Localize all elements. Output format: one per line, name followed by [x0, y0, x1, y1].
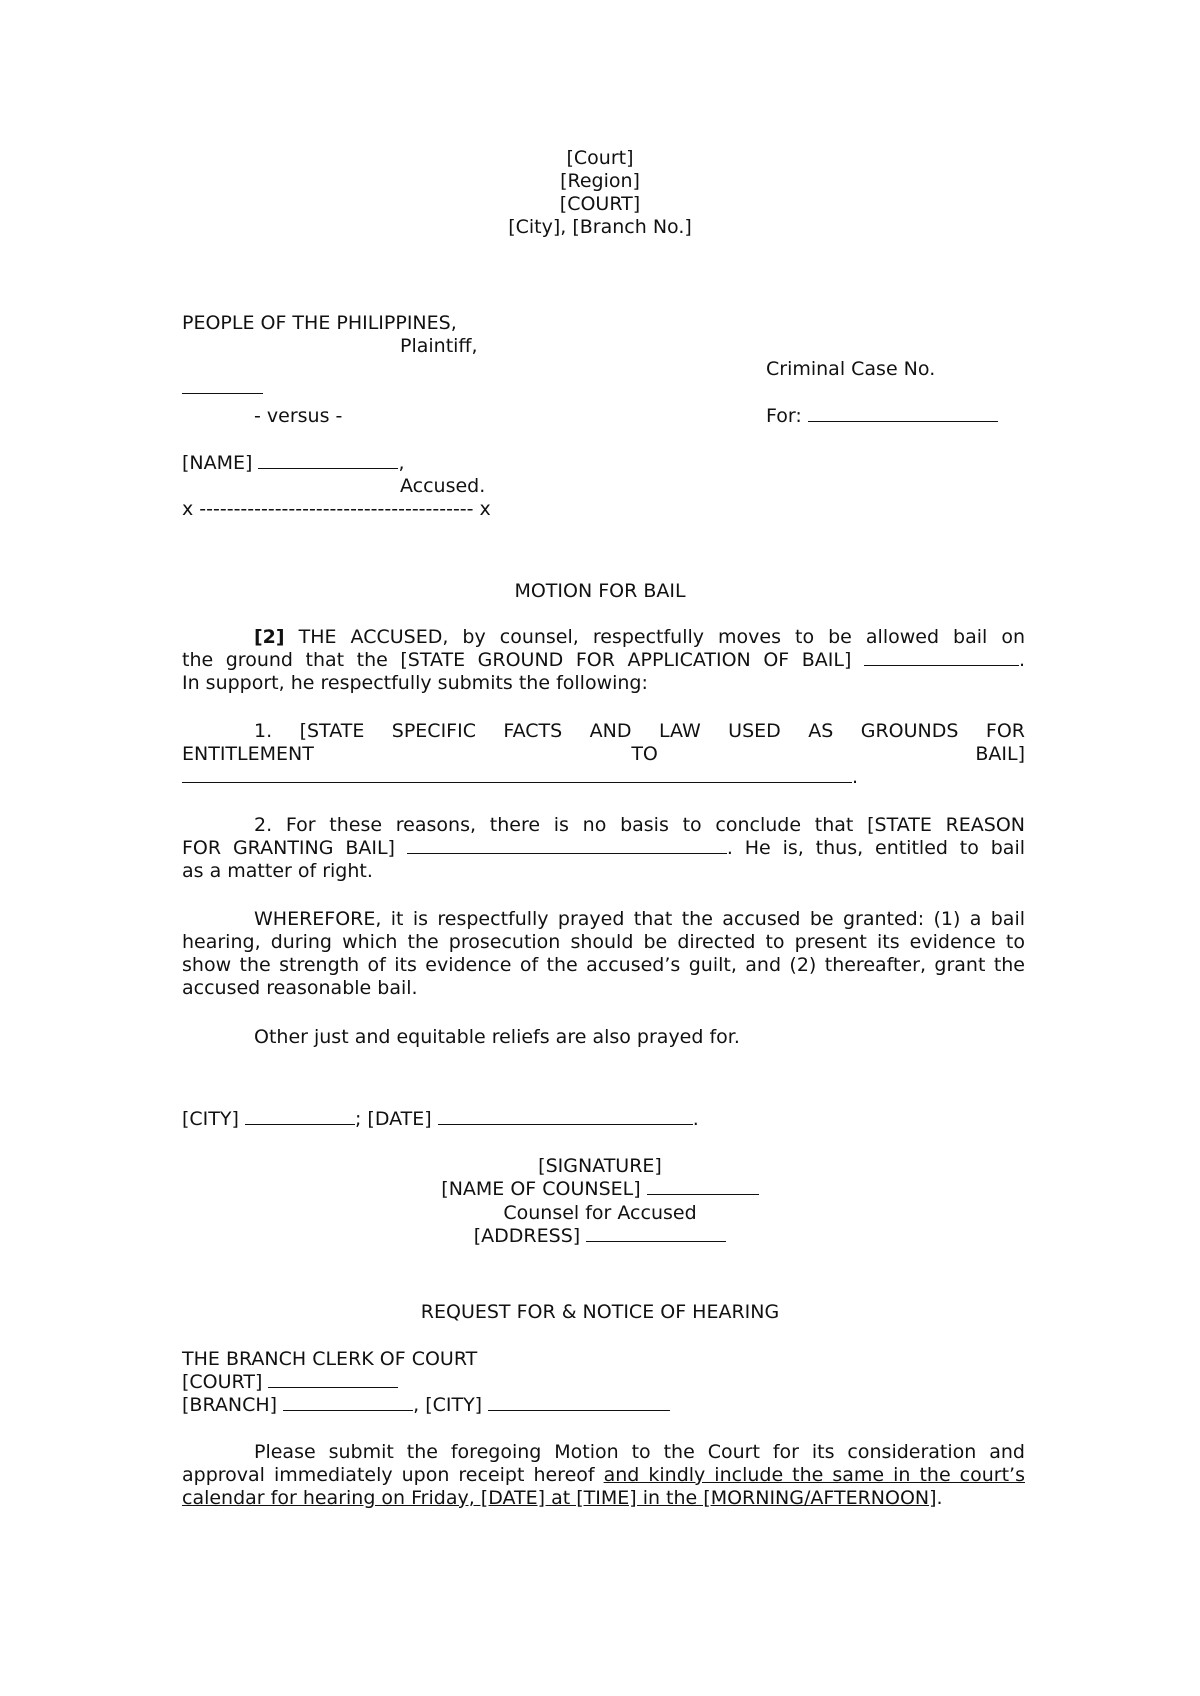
header-city-branch: [City], [Branch No.]: [508, 216, 692, 238]
notice-court-label: [COURT]: [182, 1371, 263, 1393]
versus-label: - versus -: [254, 405, 343, 427]
caption-separator: x ---------------------------------------- x: [182, 498, 491, 520]
for-blank: [808, 420, 998, 422]
notice-body-plain: Please submit the foregoing Motion to the Court for its consideration and approval immediately upon receipt hereof: [182, 1441, 1025, 1486]
for-label: For:: [766, 405, 802, 427]
address-label: [ADDRESS]: [473, 1225, 581, 1247]
address-blank: [586, 1240, 726, 1242]
item-2-line-2b: . He is, thus, entitled to bail: [726, 837, 1026, 859]
notice-title: REQUEST FOR & NOTICE OF HEARING: [420, 1301, 780, 1323]
accused-comma: ,: [398, 452, 405, 474]
notice-city-blank: [488, 1409, 670, 1411]
paragraph-number: [2]: [254, 626, 285, 648]
ground-text: the ground that the [STATE GROUND FOR APPLICATION OF BAIL]: [182, 649, 852, 671]
city-blank: [245, 1123, 355, 1125]
item-1-line-2: ENTITLEMENT TO BAIL]: [182, 743, 1025, 765]
item-2-line-2a: FOR GRANTING BAIL]: [182, 837, 395, 859]
item-1-blank: [182, 781, 852, 783]
signature-label: [SIGNATURE]: [538, 1155, 662, 1177]
motion-item-2: [182, 814, 1025, 883]
item-2-line-1: 2. For these reasons, there is no basis to conclude that [STATE REASON: [254, 814, 1025, 836]
notice-branch-label: [BRANCH]: [182, 1394, 278, 1416]
header-court: [Court]: [566, 147, 634, 169]
notice-body-end: .: [936, 1487, 943, 1509]
item-2-line-3: as a matter of right.: [182, 860, 373, 882]
case-number-label: Criminal Case No.: [766, 358, 936, 380]
ground-blank: [864, 664, 1019, 666]
plaintiff-name: PEOPLE OF THE PHILIPPINES,: [182, 312, 457, 334]
notice-addressee: THE BRANCH CLERK OF COURT: [182, 1348, 478, 1370]
notice-branch-blank: [283, 1409, 413, 1411]
item-2-blank: [407, 852, 727, 854]
date-end: .: [692, 1108, 699, 1130]
notice-body-underlined: and kindly include the same in the court’s calendar for hearing on Friday, [DATE] at [TIME] in the [MORNING/AFTERNOON]: [182, 1464, 1025, 1509]
accused-role: Accused.: [400, 475, 486, 497]
ground-end: .: [1018, 649, 1026, 671]
counsel-role: Counsel for Accused: [503, 1202, 697, 1224]
counsel-name-field: [410, 1178, 790, 1201]
plaintiff-role: Plaintiff,: [400, 335, 478, 357]
other-reliefs-paragraph: [182, 1026, 1025, 1049]
counsel-name-label: [NAME OF COUNSEL]: [441, 1178, 641, 1200]
other-reliefs-text: Other just and equitable reliefs are also prayed for.: [254, 1026, 740, 1048]
motion-title: MOTION FOR BAIL: [514, 580, 686, 602]
wherefore-paragraph: [182, 908, 1025, 1000]
notice-body: [182, 1441, 1025, 1510]
notice-city-label: , [CITY]: [413, 1394, 483, 1416]
wherefore-text: WHEREFORE, it is respectfully prayed that the accused be granted: (1) a bail hearing, during which the prosecution should be directed to present its evidence to show the strength of its evidence of the accused’s guilt, and (2) thereafter, grant the accused reasonable bail.: [182, 908, 1025, 999]
counsel-name-blank: [647, 1193, 759, 1195]
accused-name-field: [182, 452, 405, 475]
blank-line: [182, 392, 263, 394]
for-field: [766, 405, 998, 428]
notice-branch-field: [182, 1394, 670, 1417]
motion-item-1: [182, 720, 1025, 789]
header-region: [Region]: [560, 170, 640, 192]
date-blank: [438, 1123, 693, 1125]
address-field: [410, 1225, 790, 1248]
support-text: In support, he respectfully submits the following:: [182, 672, 648, 694]
item-1-line-1: 1. [STATE SPECIFIC FACTS AND LAW USED AS GROUNDS FOR: [254, 720, 1025, 742]
paragraph-1-text: THE ACCUSED, by counsel, respectfully moves to be allowed bail on: [298, 626, 1025, 648]
header-court-caps: [COURT]: [559, 193, 641, 215]
accused-name-blank: [258, 467, 398, 469]
motion-paragraph-1: [182, 626, 1025, 695]
notice-court-field: [182, 1371, 398, 1394]
city-label: [CITY]: [182, 1108, 239, 1130]
date-label: ; [DATE]: [354, 1108, 432, 1130]
item-1-end: .: [852, 766, 859, 788]
accused-name-label: [NAME]: [182, 452, 253, 474]
notice-court-blank: [268, 1386, 398, 1388]
city-date-line: [182, 1108, 699, 1131]
